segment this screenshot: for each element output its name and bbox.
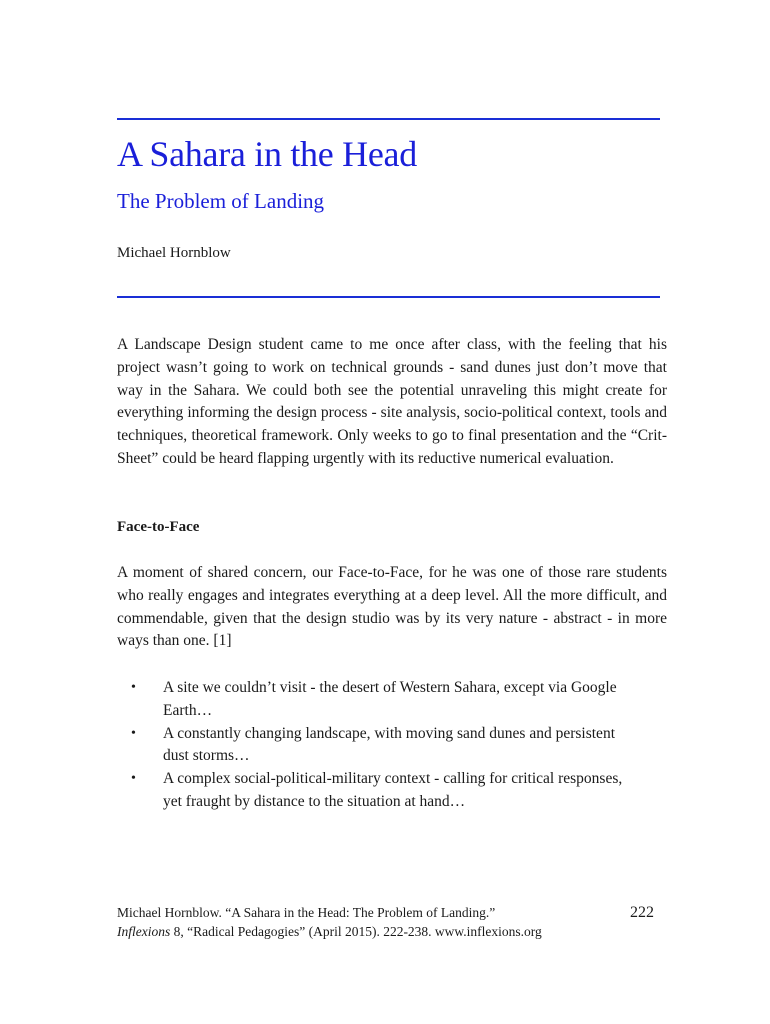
article-subtitle: The Problem of Landing bbox=[117, 189, 325, 213]
list-item-text: A constantly changing landscape, with moving sand dunes and persistent dust storms… bbox=[163, 724, 615, 765]
author-name: Michael Hornblow bbox=[117, 245, 231, 261]
bullet-marker: • bbox=[131, 771, 136, 787]
bullet-list bbox=[117, 677, 637, 814]
page-number: 222 bbox=[630, 904, 654, 921]
list-item bbox=[117, 768, 637, 814]
top-divider bbox=[117, 118, 660, 120]
bullet-marker: • bbox=[131, 725, 136, 741]
citation-line-1: Michael Hornblow. “A Sahara in the Head: The Problem of Landing.” bbox=[117, 905, 496, 920]
citation-details: 8, “Radical Pedagogies” (April 2015). 222-238. www.inflexions.org bbox=[170, 924, 542, 939]
article-title: A Sahara in the Head bbox=[117, 134, 417, 174]
list-item-text: A complex social-political-military context - calling for critical responses, yet fraught by distance to the situation at hand… bbox=[163, 770, 623, 810]
list-item bbox=[117, 677, 637, 723]
header-divider bbox=[117, 296, 660, 298]
journal-name: Inflexions bbox=[117, 924, 171, 939]
list-item-text: A site we couldn’t visit - the desert of Western Sahara, except via Google Earth… bbox=[163, 679, 617, 719]
citation-line-2 bbox=[117, 922, 597, 941]
face-to-face-paragraph: A moment of shared concern, our Face-to-Face, for he was one of those rare students who really engages and integrates everything at a deep level. All the more difficult, and commendable, given that the design studio was by its very nature - abstract - in more ways than one. [1] bbox=[117, 564, 667, 650]
footer-citation bbox=[117, 903, 662, 941]
intro-paragraph: A Landscape Design student came to me once after class, with the feeling that his project wasn’t going to work on technical grounds - sand dunes just don’t move that way in the Sahara. We could both see the potential unraveling this might create for everything informing the design process - site analysis, socio-political context, tools and techniques, theoretical framework. Only weeks to go to final presentation and the “Crit-Sheet” could be heard flapping urgently with its reductive numerical evaluation. bbox=[117, 336, 667, 467]
bullet-marker: • bbox=[131, 680, 136, 695]
section-heading: Face-to-Face bbox=[117, 519, 200, 535]
list-item bbox=[117, 723, 637, 769]
